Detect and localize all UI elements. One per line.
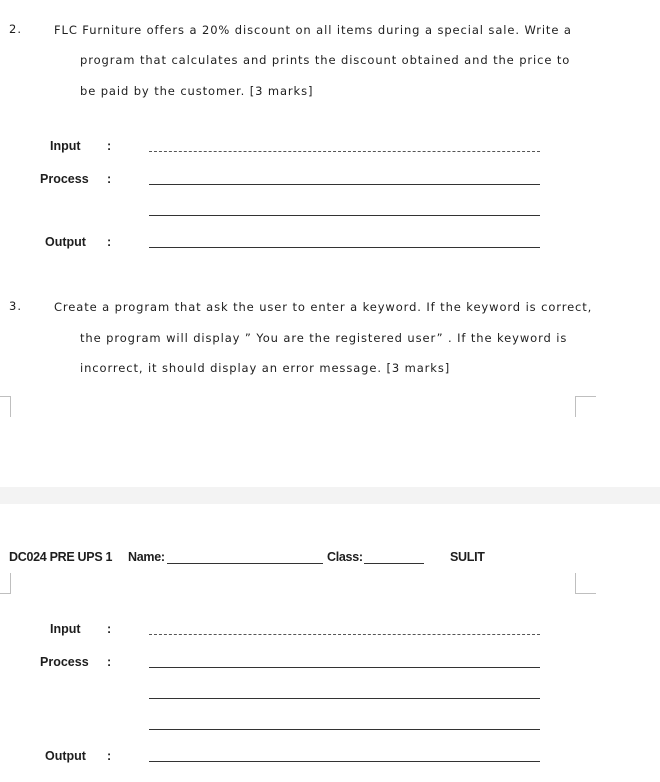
q2-input-answer-line[interactable] — [149, 151, 540, 152]
name-label: Name: — [128, 550, 165, 564]
sulit-label: SULIT — [450, 550, 485, 564]
q3-process-answer-line-3[interactable] — [149, 729, 540, 730]
question-3-number: 3. — [9, 299, 22, 313]
q3-input-colon: : — [107, 622, 112, 636]
q2-process-answer-line-1[interactable] — [149, 184, 540, 185]
q2-input-colon: : — [107, 139, 112, 153]
question-2-line-3: be paid by the customer. [3 marks] — [80, 84, 314, 98]
q3-output-label: Output — [45, 749, 86, 763]
q3-process-label: Process — [40, 655, 89, 669]
question-3-line-2: the program will display ” You are the registered user” . If the keyword is — [80, 331, 568, 345]
q2-process-colon: : — [107, 172, 112, 186]
page-corner-mark-bottom-left — [0, 573, 11, 594]
q3-output-answer-line[interactable] — [149, 761, 540, 762]
name-field-line[interactable] — [167, 563, 323, 564]
q2-process-answer-line-2[interactable] — [149, 215, 540, 216]
question-3-line-1: Create a program that ask the user to enter a keyword. If the keyword is correct, — [54, 300, 593, 314]
q3-output-colon: : — [107, 749, 112, 763]
question-2-line-2: program that calculates and prints the discount obtained and the price to — [80, 53, 571, 67]
q3-process-answer-line-2[interactable] — [149, 698, 540, 699]
q2-process-label: Process — [40, 172, 89, 186]
q2-input-label: Input — [50, 139, 81, 153]
question-3-line-3: incorrect, it should display an error message. [3 marks] — [80, 361, 451, 375]
q2-output-colon: : — [107, 235, 112, 249]
q3-process-answer-line-1[interactable] — [149, 667, 540, 668]
class-field-line[interactable] — [364, 563, 424, 564]
page-break-gap — [0, 487, 660, 504]
page-corner-mark-top-left — [0, 396, 11, 417]
page-corner-mark-top-right — [575, 396, 596, 417]
class-label: Class: — [327, 550, 363, 564]
q3-input-label: Input — [50, 622, 81, 636]
question-2-number: 2. — [9, 22, 22, 36]
q2-output-label: Output — [45, 235, 86, 249]
q2-output-answer-line[interactable] — [149, 247, 540, 248]
q3-process-colon: : — [107, 655, 112, 669]
course-code: DC024 PRE UPS 1 — [9, 550, 113, 564]
q3-input-answer-line[interactable] — [149, 634, 540, 635]
question-2-line-1: FLC Furniture offers a 20% discount on all items during a special sale. Write a — [54, 23, 572, 37]
page-corner-mark-bottom-right — [575, 573, 596, 594]
